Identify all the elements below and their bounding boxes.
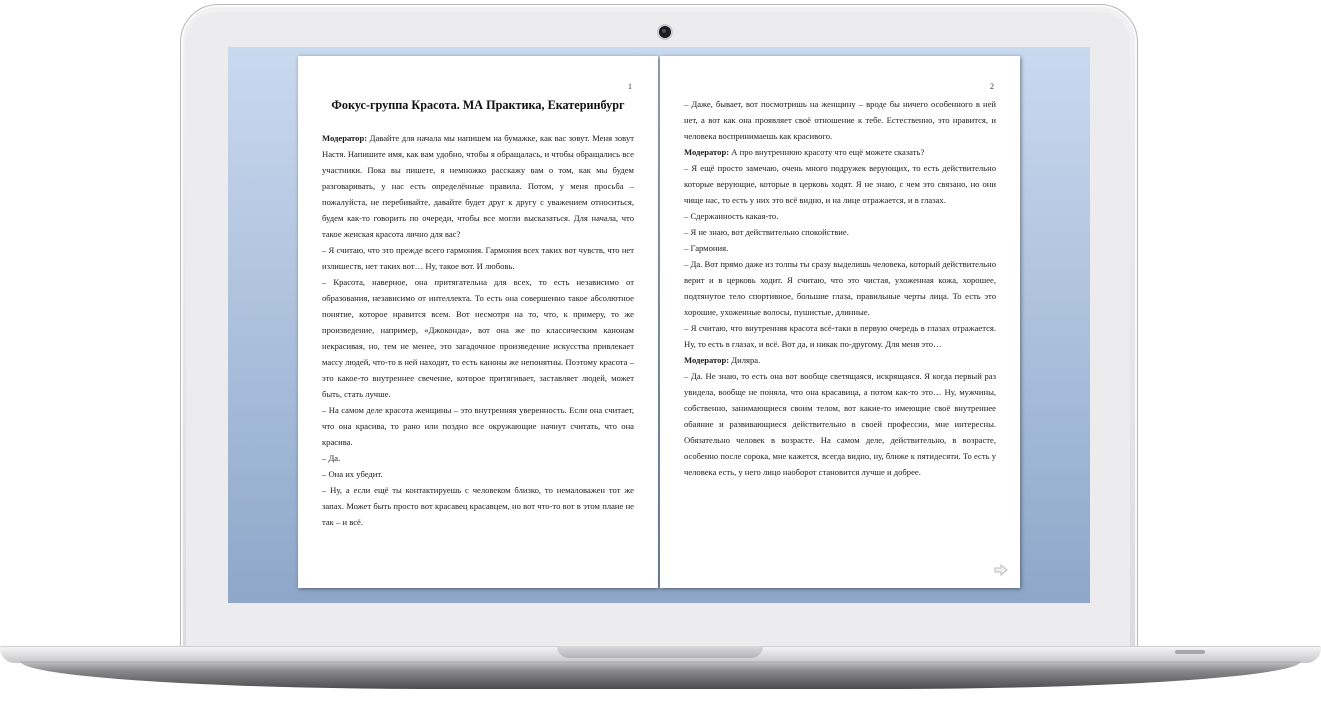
page-number: 2 <box>990 82 994 91</box>
transcript-paragraph <box>684 320 996 352</box>
transcript-paragraph <box>684 96 996 144</box>
paragraph-text: А про внутреннюю красоту что ещё можете сказать? <box>729 147 925 157</box>
laptop-base-shadow <box>20 661 1301 689</box>
paragraph-text: – Я ещё просто замечаю, очень много подружек верующих, то есть действительно которые верующие, которые в церковь ходят. Я не знаю, с чем это связано, но они чище нас, то есть у них это всё видно, и на лице отражается, и в глазах. <box>684 163 996 205</box>
page-number: 1 <box>628 82 632 91</box>
laptop-port <box>1175 650 1205 654</box>
paragraph-text: Давайте для начала мы напишем на бумажке, как вас зовут. Меня зовут Настя. Напишите имя, как вам удобно, чтобы я обращалась, и чтобы обращались все участники. Пока вы пишете, я немножко расскажу вам о том, как мы будем разговаривать, у нас есть определённые правила. Потом, у меня просьба – пожалуйста, не перебивайте, давайте будет друг к другу с уважением относиться, будем как-то говорить по очереди, чтобы все могли высказаться. Для начала, что такое женская красота лично для вас? <box>322 133 634 239</box>
screen <box>228 47 1090 603</box>
transcript-paragraph <box>322 466 634 482</box>
transcript-paragraph <box>684 144 996 160</box>
transcript-paragraph <box>322 482 634 530</box>
paragraph-text: – Она их убедит. <box>322 469 383 479</box>
page-content <box>322 130 634 530</box>
paragraph-text: – Я не знаю, вот действительно спокойствие. <box>684 227 849 237</box>
transcript-paragraph <box>322 450 634 466</box>
transcript-paragraph <box>322 274 634 402</box>
paragraph-text: – Ну, а если ещё ты контактируешь с человеком близко, то немаловажен тот же запах. Может быть просто вот красавец красавцем, но вот что-то вот в этом плане не так – и всё. <box>322 485 634 527</box>
transcript-paragraph <box>322 242 634 274</box>
transcript-paragraph <box>684 256 996 320</box>
document-page-1 <box>298 56 658 588</box>
transcript-paragraph <box>322 402 634 450</box>
speaker-label: Модератор: <box>322 133 368 143</box>
transcript-paragraph <box>684 240 996 256</box>
speaker-label: Модератор: <box>684 355 730 365</box>
speaker-label: Модератор: <box>684 147 730 157</box>
paragraph-text: – Даже, бывает, вот посмотришь на женщину – вроде бы ничего особенного в ней нет, а вот как она проявляет своё отношение к тебе. Естественно, это нравится, и человека воспринимаешь как красивого. <box>684 99 996 141</box>
paragraph-text: – Я считаю, что это прежде всего гармония. Гармония всех таких вот чувств, что нет излишеств, нет таких вот… Ну, такое вот. И любовь. <box>322 245 634 271</box>
paragraph-text: – На самом деле красота женщины – это внутренняя уверенность. Если она считает, что она красива, то рано или поздно все окружающие начнут считать, что она красива. <box>322 405 634 447</box>
transcript-paragraph <box>684 160 996 208</box>
paragraph-text: Диляра. <box>729 355 761 365</box>
paragraph-text: – Да. <box>322 453 341 463</box>
document-title: Фокус-группа Красота. МА Практика, Екатеринбург <box>331 98 625 112</box>
webcam-icon <box>659 26 671 38</box>
transcript-paragraph <box>684 224 996 240</box>
paragraph-text: – Да. Не знаю, то есть она вот вообще светящаяся, искрящаяся. Я когда первый раз увидела, вообще не поняла, что она красавица, а потом как-то это… Ну, мужчины, собственно, занимающиеся своим телом, вот какие-то имеющие своё внутреннее обаяние и развивающиеся действительно в своей профессии, мне интересны. Обязательно человек в возрасте. На самом деле, действительно, в возрасте, особенно после сорока, мне кажется, всегда видно, ну, ближе к пятидесяти. То есть у человека есть, у него лицо наоборот становится лучше и добрее. <box>684 371 996 477</box>
paragraph-text: – Я считаю, что внутренняя красота всё-таки в первую очередь в глазах отражается. Ну, то есть в глазах, и всё. Вот да, и никак по-другому. Для меня это… <box>684 323 996 349</box>
paragraph-text: – Сдержанность какая-то. <box>684 211 779 221</box>
arrow-right-icon[interactable] <box>994 564 1008 576</box>
document-page-2 <box>660 56 1020 588</box>
page-content <box>684 96 996 480</box>
paragraph-text: – Красота, наверное, она притягательна для всех, то есть независимо от образования, независимо от интеллекта. То есть она совершенно такое абсолютное понятие, которое нравится всем. Вот несмотря на то, что, к примеру, то же произведение, например, «Джоконда», вот она же по классическим канонам некрасивая, но, тем не менее, это загадочное произведение искусства привлекает массу людей, что-то в ней находят, то есть каноны же непонятны. Поэтому красота – это какое-то внутреннее свечение, которое притягивает, заставляет людей, может быть, стать лучше. <box>322 277 634 399</box>
laptop-hinge-notch <box>557 646 763 658</box>
paragraph-text: – Да. Вот прямо даже из толпы ты сразу выделишь человека, который действительно верит и в церковь ходит. Я считаю, что это чистая, ухоженная кожа, хорошее, подтянутое тело спортивное, большие глаза, правильные черты лица. То есть это хорошие, ухоженные волосы, пушистые, длинные. <box>684 259 996 317</box>
transcript-paragraph <box>684 352 996 368</box>
transcript-paragraph <box>684 368 996 480</box>
transcript-paragraph <box>322 130 634 242</box>
transcript-paragraph <box>684 208 996 224</box>
paragraph-text: – Гармония. <box>684 243 729 253</box>
